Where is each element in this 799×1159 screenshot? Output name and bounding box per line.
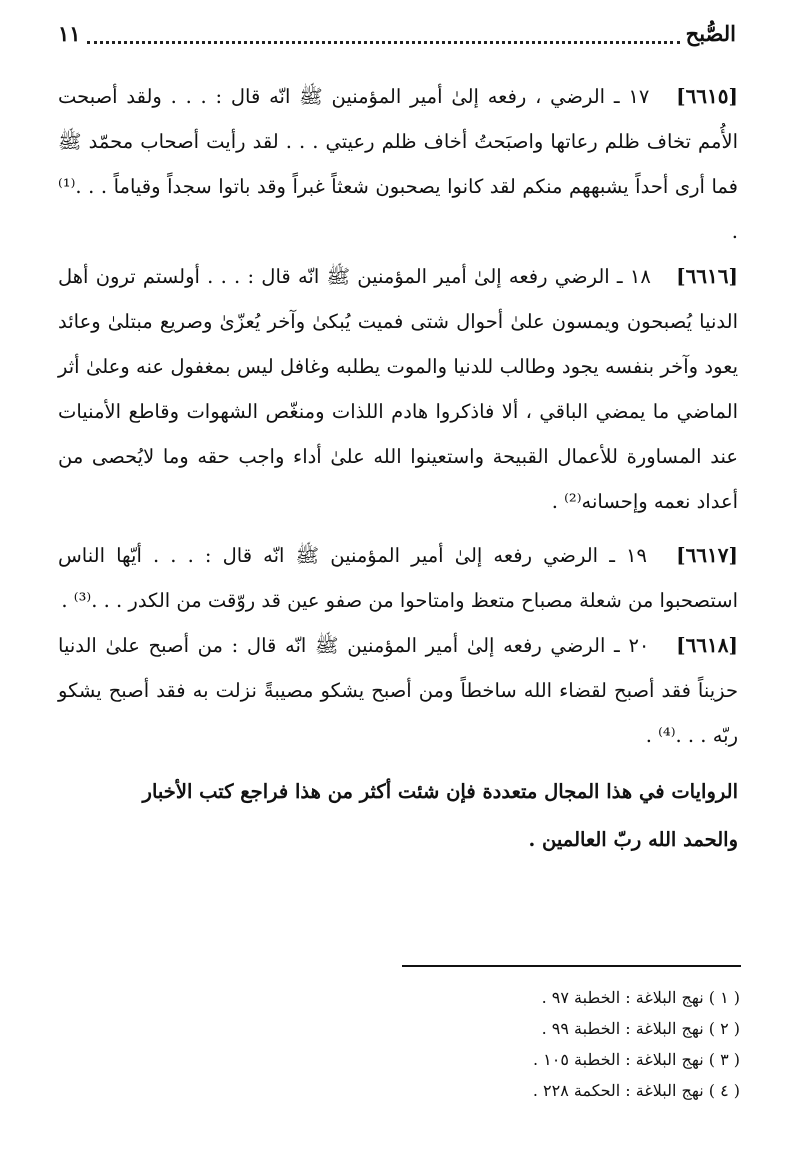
footnote-4: ( ٤ ) نهج البلاغة : الحكمة ٢٢٨ .	[532, 1081, 740, 1100]
closing-line-1: الروايات في هذا المجال متعددة فإن شئت أكثر من هذا فراجع كتب الأخبار	[142, 780, 738, 803]
hadith-text: ١٧ ـ الرضي ، رفعه إلىٰ أمير المؤمنين ﷺ انّه قال : . . . ولقد أصبحت الأُمم تخاف ظلم رعاتها واصبَحتُ أخاف ظلم رعيتي . . . لقد رأيت أصحاب محمّد ﷺ فما أرى أحداً يشبههم منكم لقد كانوا يصحبون شعثاً غبراً وقد باتوا سجداً وقياماً . . .⁽¹⁾ .	[58, 85, 738, 243]
hadith-text: ١٩ ـ الرضي رفعه إلىٰ أمير المؤمنين ﷺ انّه قال : . . . أيّها الناس استصحبوا من شعلة مصباح متعظ وامتاحوا من صفو عين قد روّقت من الكدر . . .⁽³⁾ .	[58, 544, 738, 612]
hadith-text: ٢٠ ـ الرضي رفعه إلىٰ أمير المؤمنين ﷺ انّه قال : من أصبح علىٰ الدنيا حزيناً فقد أصبح لقضاء الله ساخطاً ومن أصبح يشكو مصيبةً نزلت به فقد أصبح يشكو ربّه . . .⁽⁴⁾ .	[58, 634, 738, 747]
header-dot-leader	[87, 23, 680, 44]
closing-paragraph	[58, 768, 738, 864]
footnote-1: ( ١ ) نهج البلاغة : الخطبة ٩٧ .	[541, 988, 740, 1007]
closing-line-2: والحمد الله ربّ العالمين .	[528, 828, 738, 851]
reference-number: [٦٦١٧]	[676, 543, 738, 567]
page-header	[58, 14, 736, 52]
hadith-text: ١٨ ـ الرضي رفعه إلىٰ أمير المؤمنين ﷺ انّه قال : . . . أولستم ترون أهل الدنيا يُصبحون ويمسون علىٰ أحوال شتى فميت يُبكىٰ وآخر يُعزّىٰ وصريع مبتلىٰ وعائد يعود وآخر بنفسه يجود وطالب للدنيا والموت يطلبه وغافل ليس بمغفول عنه وعلىٰ أثر الماضي ما يمضي الباقي ، ألا فاذكروا هادم اللذات ومنغّص الشهوات وقاطع الأمنيات عند المساورة للأعمال القبيحة واستعينوا الله علىٰ أداء واجب حقه وما لايُحصى من أعداد نعمه وإحسانه⁽²⁾ .	[58, 265, 738, 513]
footnote-2: ( ٢ ) نهج البلاغة : الخطبة ٩٩ .	[541, 1019, 740, 1038]
page-number: ١١	[58, 20, 81, 46]
reference-number: [٦٦١٥]	[676, 84, 738, 108]
footnotes	[400, 982, 740, 1106]
footnote-divider	[402, 965, 741, 967]
hadith-entry-6616	[58, 254, 738, 524]
reference-number: [٦٦١٦]	[676, 264, 738, 288]
chapter-title: الصُّبح	[685, 20, 736, 46]
reference-number: [٦٦١٨]	[676, 633, 738, 657]
hadith-entry-6618	[58, 623, 738, 758]
hadith-entry-6617	[58, 533, 738, 623]
hadith-entry-6615	[58, 74, 738, 254]
footnote-3: ( ٣ ) نهج البلاغة : الخطبة ١٠٥ .	[533, 1050, 740, 1069]
